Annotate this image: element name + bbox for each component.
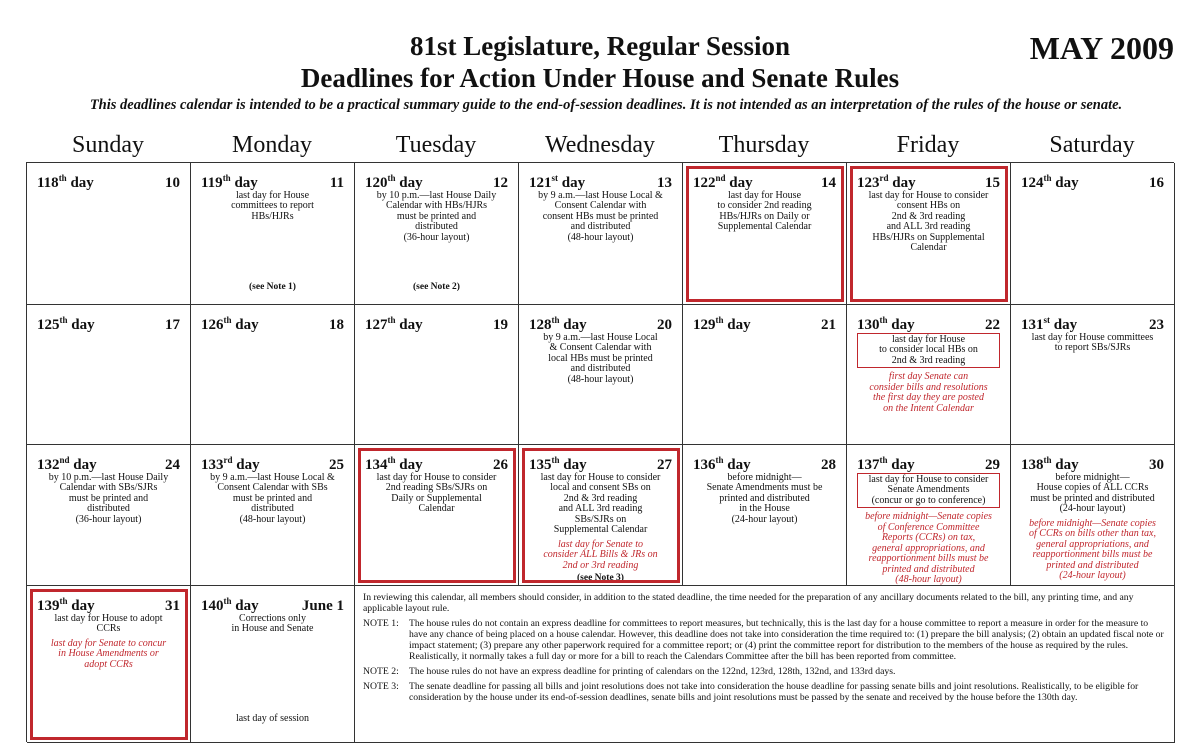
legislative-day-suffix: th: [59, 596, 68, 606]
legislative-day-suffix: nd: [715, 173, 726, 183]
legislative-day-number: 121: [529, 175, 552, 191]
day-word: day: [395, 457, 423, 473]
day-word: day: [67, 598, 95, 614]
calendar-day-cell: [27, 305, 191, 445]
calendar-date: 31: [165, 598, 180, 614]
calendar-date: June 1: [301, 598, 344, 614]
legislative-day-suffix: th: [58, 173, 67, 183]
legislative-day-suffix: th: [222, 173, 231, 183]
senate-deadline-text: before midnight—Senate copies of CCRs on bills other than tax, general appropriations, and reapportionment bills must be printed and distributed (24-hour layout): [1029, 517, 1156, 581]
calendar-date: 28: [821, 457, 836, 473]
legislative-day-number: 135: [529, 457, 552, 473]
day-word: day: [559, 317, 587, 333]
note-label: NOTE 2:: [363, 666, 399, 677]
legislative-day-suffix: th: [223, 315, 232, 325]
legislative-day-suffix: th: [387, 173, 396, 183]
see-note-reference: (see Note 2): [413, 281, 460, 292]
legislative-day: [857, 315, 915, 331]
calendar-day-cell: [191, 586, 355, 743]
legislative-day-number: 137: [857, 457, 880, 473]
legislative-day-number: 138: [1021, 457, 1044, 473]
weekday-header: [26, 128, 1174, 162]
weekday-tuesday: Tuesday: [395, 132, 477, 158]
legislative-day-suffix: th: [1043, 455, 1052, 465]
weekday-wednesday: Wednesday: [544, 132, 656, 158]
legislative-day-number: 126: [201, 317, 224, 333]
calendar-date: 13: [657, 175, 672, 191]
legislative-day-suffix: th: [879, 455, 888, 465]
legislative-day: [201, 596, 259, 612]
cell-header: [197, 596, 348, 612]
legislative-day-number: 125: [37, 317, 60, 333]
senate-deadline-text: last day for Senate to concur in House Amendments or adopt CCRs: [50, 637, 167, 670]
senate-deadline-text: before midnight—Senate copies of Conference Committee Reports (CCRs) on tax, general appropriations, and reapportionment bills must be printed and distributed (48-hour layout): [865, 511, 992, 585]
legislative-day-suffix: th: [715, 455, 724, 465]
calendar-date: 11: [329, 175, 344, 191]
calendar-day-cell: [191, 305, 355, 445]
cell-header: [525, 455, 676, 471]
legislative-day-suffix: th: [1043, 173, 1052, 183]
calendar-day-cell: [27, 586, 191, 743]
day-word: day: [67, 317, 95, 333]
deadline-text: last day for House committees to report SBs/SJRs: [1031, 331, 1154, 353]
cell-header: [689, 315, 840, 331]
calendar-day-cell: [27, 163, 191, 305]
calendar-day-cell: [191, 163, 355, 305]
legislative-day-suffix: th: [715, 315, 724, 325]
cell-header: [853, 455, 1004, 471]
calendar-date: 21: [821, 317, 836, 333]
legislative-day: [365, 455, 423, 471]
calendar-day-cell: [847, 445, 1011, 586]
calendar-day-cell: [355, 163, 519, 305]
deadline-text: by 9 a.m.—last House Local & Consent Calendar with local HBs must be printed and distributed (48-hour layout): [543, 331, 658, 385]
day-word: day: [230, 175, 258, 191]
cell-header: [525, 315, 676, 331]
calendar-day-cell: [519, 445, 683, 586]
notes-intro: In reviewing this calendar, all members should consider, in addition to the stated deadline, the time needed for the preparation of any ancillary documents related to the bill, any printing time, and any applicable layout rule.: [363, 592, 1134, 614]
calendar-date: 24: [165, 457, 180, 473]
boxed-deadline: last day for House to consider Senate Amendments (concur or go to conference): [857, 473, 1000, 509]
calendar-date: 25: [329, 457, 344, 473]
legislative-day: [1021, 315, 1077, 331]
cell-header: [197, 173, 348, 189]
deadline-text: by 9 a.m.—last House Local & Consent Calendar with consent HBs must be printed and distributed (48-hour layout): [538, 189, 663, 243]
legislative-day: [857, 455, 915, 471]
calendar-date: 20: [657, 317, 672, 333]
legislative-day-suffix: th: [59, 315, 68, 325]
cell-header: [33, 596, 184, 612]
weekday-monday: Monday: [232, 132, 312, 158]
note-item: [363, 618, 1166, 662]
weekday-thursday: Thursday: [718, 132, 810, 158]
cell-header: [361, 455, 512, 471]
legislative-day-suffix: th: [387, 315, 396, 325]
day-word: day: [231, 598, 259, 614]
legislative-day-suffix: rd: [223, 455, 233, 465]
calendar-date: 18: [329, 317, 344, 333]
deadline-text: last day for House to consider local and consent SBs on 2nd & 3rd reading and ALL 3rd reading SBs/SJRs on Supplemental Calendar: [540, 471, 661, 535]
deadline-text: before midnight— Senate Amendments must be printed and distributed in the House (24-hour layout): [706, 471, 823, 525]
cell-header: [689, 455, 840, 471]
calendar-day-cell: [683, 445, 847, 586]
calendar-date: 29: [985, 457, 1000, 473]
day-word: day: [66, 175, 94, 191]
title-block: [200, 30, 1000, 94]
legislative-day-suffix: th: [223, 596, 232, 606]
calendar-grid: [26, 162, 1174, 742]
legislative-day: [201, 173, 258, 189]
calendar-day-cell: [847, 163, 1011, 305]
legislative-day: [529, 315, 587, 331]
legislative-day: [37, 315, 95, 331]
legislative-day: [37, 455, 97, 471]
day-word: day: [1051, 457, 1079, 473]
calendar-date: 22: [985, 317, 1000, 333]
legislative-day: [529, 455, 587, 471]
legislative-day: [1021, 173, 1079, 189]
note-item: [363, 681, 1166, 703]
calendar-day-cell: [355, 445, 519, 586]
calendar-day-cell: [355, 305, 519, 445]
weekday-saturday: Saturday: [1049, 132, 1135, 158]
calendar-day-cell: [191, 445, 355, 586]
weekday-friday: Friday: [896, 132, 960, 158]
day-word: day: [1051, 175, 1079, 191]
legislative-day-number: 139: [37, 598, 60, 614]
deadline-text: Corrections only in House and Senate: [231, 612, 314, 634]
legislative-day-suffix: rd: [879, 173, 889, 183]
page-title: 81st Legislature, Regular Session: [409, 31, 791, 61]
legislative-day-number: 136: [693, 457, 716, 473]
legislative-day: [365, 315, 423, 331]
legislative-day: [693, 173, 753, 189]
note-body: The house rules do not contain an express deadline for committees to report measures, but technically, this is the last day for a house committee to report a measure in order for the measure to have any chance of being placed on a house calendar. However, this deadline does not take into consideration the time required to: (1) prepare the bill analysis; (2) obtain an updated fiscal note or impact statement; (3) prepare any other paperwork required for a committee report; or (4) print the committee report for distribution to the members of the house as required by the rules. Realistically, it normally takes a full day or more for a bill to reach the Calendars Committee after the bill has been reported from committee.: [409, 618, 1164, 662]
calendar-day-cell: [1011, 305, 1175, 445]
deadline-text: last day for House to consider 2nd reading HBs/HJRs on Daily or Supplemental Calendar: [717, 189, 812, 232]
month-label: MAY 2009: [1029, 30, 1174, 66]
legislative-day-suffix: th: [551, 315, 560, 325]
note-body: The senate deadline for passing all bills and joint resolutions does not take into consideration the house deadline for passing senate bills and joint resolutions. Realistically, to be eligible for consideration by the house under its end-of-session deadlines, senate bills and joint resolutions must be passed by the senate and received by the house before the 130th day.: [409, 681, 1139, 703]
legislative-day: [693, 315, 751, 331]
calendar-date: 27: [657, 457, 672, 473]
weekday-sunday: Sunday: [72, 132, 144, 158]
boxed-deadline: last day for House to consider local HBs on 2nd & 3rd reading: [857, 333, 1000, 369]
day-word: day: [395, 175, 423, 191]
calendar-day-cell: [27, 445, 191, 586]
legislative-day: [693, 455, 751, 471]
cell-header: [197, 315, 348, 331]
cell-header: [689, 173, 840, 189]
deadline-text: last day for House committees to report HBs/HJRs: [231, 189, 314, 222]
legislative-day-suffix: th: [387, 455, 396, 465]
deadline-text: by 9 a.m.—last House Local & Consent Calendar with SBs must be printed and distributed (48-hour layout): [210, 471, 335, 525]
cell-header: [853, 315, 1004, 331]
legislative-day-number: 130: [857, 317, 880, 333]
day-word: day: [887, 317, 915, 333]
legislative-day-number: 140: [201, 598, 224, 614]
legislative-day-number: 123: [857, 175, 880, 191]
legislative-day-number: 119: [201, 175, 223, 191]
day-word: day: [559, 457, 587, 473]
legislative-day-suffix: st: [551, 173, 558, 183]
notes-panel: [355, 586, 1175, 743]
see-note-reference: (see Note 1): [249, 281, 296, 292]
day-word: day: [725, 175, 753, 191]
calendar-day-cell: [847, 305, 1011, 445]
cell-header: [197, 455, 348, 471]
day-word: day: [69, 457, 97, 473]
calendar-day-cell: [1011, 445, 1175, 586]
note-item: [363, 666, 1166, 677]
page-subtitle: Deadlines for Action Under House and Senate Rules: [300, 63, 900, 93]
note-body: The house rules do not have an express deadline for printing of calendars on the 122nd, 123rd, 128th, 132nd, and 133rd days.: [409, 666, 896, 677]
legislative-day: [529, 173, 585, 189]
day-word: day: [232, 457, 260, 473]
cell-header: [1017, 455, 1168, 471]
day-word: day: [1050, 317, 1078, 333]
cell-header: [33, 455, 184, 471]
legislative-day: [37, 596, 95, 612]
legislative-day-suffix: th: [551, 455, 560, 465]
day-word: day: [887, 457, 915, 473]
deadline-text: last day for House to consider consent HBs on 2nd & 3rd reading and ALL 3rd reading HBs/HJRs on Supplemental Calendar: [868, 189, 989, 253]
cell-header: [33, 173, 184, 189]
disclaimer: This deadlines calendar is intended to be a practical summary guide to the end-of-session deadlines. It is not intended as an interpretation of the rules of the house or senate.: [89, 97, 1123, 113]
calendar-day-cell: [683, 163, 847, 305]
calendar-day-cell: [1011, 163, 1175, 305]
legislative-day-suffix: nd: [59, 455, 70, 465]
cell-header: [525, 173, 676, 189]
legislative-day: [857, 173, 916, 189]
deadline-text: before midnight— House copies of ALL CCRs must be printed and distributed (24-hour layout): [1030, 471, 1155, 514]
calendar-day-cell: [683, 305, 847, 445]
deadline-text: last day for House to consider 2nd reading SBs/SJRs on Daily or Supplemental Calendar: [376, 471, 497, 514]
legislative-day-number: 127: [365, 317, 388, 333]
calendar-date: 23: [1149, 317, 1164, 333]
legislative-day-number: 120: [365, 175, 388, 191]
day-word: day: [231, 317, 259, 333]
legislative-day-number: 118: [37, 175, 59, 191]
deadline-text: last day for House to adopt CCRs: [54, 612, 163, 634]
legislative-day-number: 129: [693, 317, 716, 333]
deadline-text: by 10 p.m.—last House Daily Calendar with HBs/HJRs must be printed and distributed (36-hour layout): [376, 189, 497, 243]
cell-header: [1017, 315, 1168, 331]
day-word: day: [723, 457, 751, 473]
day-word: day: [395, 317, 423, 333]
legislative-day-suffix: th: [879, 315, 888, 325]
calendar-date: 16: [1149, 175, 1164, 191]
last-day-of-session: last day of session: [235, 712, 310, 724]
calendar-date: 17: [165, 317, 180, 333]
legislative-day-number: 128: [529, 317, 552, 333]
day-word: day: [558, 175, 586, 191]
day-word: day: [888, 175, 916, 191]
note-label: NOTE 1:: [363, 618, 399, 629]
legislative-day: [37, 173, 94, 189]
cell-header: [361, 315, 512, 331]
legislative-day-number: 132: [37, 457, 60, 473]
calendar-date: 12: [493, 175, 508, 191]
calendar-day-cell: [519, 163, 683, 305]
note-label: NOTE 3:: [363, 681, 399, 692]
cell-header: [853, 173, 1004, 189]
legislative-day: [201, 455, 260, 471]
senate-deadline-text: last day for Senate to consider ALL Bills & JRs on 2nd or 3rd reading: [543, 538, 658, 571]
legislative-day-number: 124: [1021, 175, 1044, 191]
legislative-day-suffix: st: [1043, 315, 1050, 325]
calendar-date: 15: [985, 175, 1000, 191]
legislative-day: [1021, 455, 1079, 471]
legislative-day-number: 133: [201, 457, 224, 473]
calendar-date: 26: [493, 457, 508, 473]
senate-deadline-text: first day Senate can consider bills and resolutions the first day they are posted on the Intent Calendar: [869, 371, 988, 414]
cell-header: [361, 173, 512, 189]
legislative-day-number: 134: [365, 457, 388, 473]
legislative-day-number: 131: [1021, 317, 1044, 333]
calendar-date: 19: [493, 317, 508, 333]
calendar-date: 30: [1149, 457, 1164, 473]
calendar-date: 10: [165, 175, 180, 191]
legislative-day-number: 122: [693, 175, 716, 191]
cell-header: [1017, 173, 1168, 189]
calendar-date: 14: [821, 175, 836, 191]
legislative-day: [365, 173, 423, 189]
legislative-day: [201, 315, 259, 331]
day-word: day: [723, 317, 751, 333]
cell-header: [33, 315, 184, 331]
calendar-day-cell: [519, 305, 683, 445]
see-note-reference: (see Note 3): [577, 573, 624, 583]
deadline-text: by 10 p.m.—last House Daily Calendar with SBs/SJRs must be printed and distributed (36-hour layout): [48, 471, 169, 525]
